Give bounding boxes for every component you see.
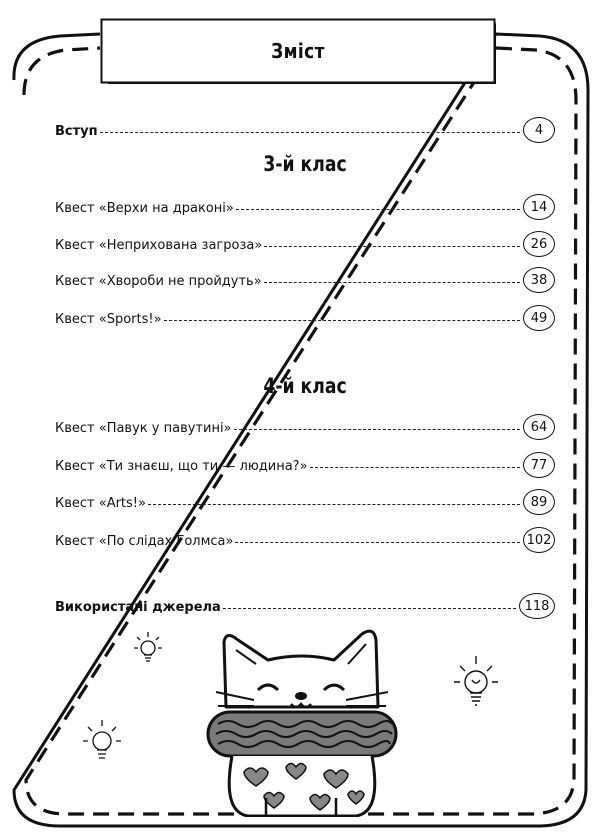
toc-entry-label: Використані джерела	[55, 600, 221, 615]
dotted-leader	[264, 246, 520, 247]
page-number-badge: 49	[523, 305, 555, 331]
page-number-badge: 38	[523, 267, 555, 293]
dotted-leader	[236, 209, 520, 210]
cat-illustration	[196, 612, 408, 817]
toc-entry-label: Квест «Павук у павутині»	[55, 421, 232, 436]
toc-entry-label: Квест «Sports!»	[55, 312, 162, 327]
section-heading-grade-4: 4-й клас	[263, 374, 347, 398]
toc-entry[interactable]	[55, 523, 555, 553]
lightbulb-icon	[448, 650, 504, 720]
dotted-leader	[164, 320, 520, 321]
dotted-leader	[148, 504, 520, 505]
toc-entry[interactable]	[55, 485, 555, 515]
page-number-badge: 4	[523, 117, 555, 143]
dotted-leader	[310, 467, 520, 468]
lightbulb-icon	[78, 715, 126, 769]
toc-entry[interactable]	[55, 448, 555, 478]
toc-entry-label: Квест «Неприхована загроза»	[55, 238, 263, 253]
dotted-leader	[264, 282, 520, 283]
toc-entry[interactable]	[55, 227, 555, 257]
dotted-leader	[234, 429, 520, 430]
toc-entry[interactable]	[55, 190, 555, 220]
toc-entry[interactable]	[55, 410, 555, 440]
page-number-badge: 26	[523, 231, 555, 257]
page-number-badge: 64	[523, 414, 555, 440]
dotted-leader	[223, 608, 516, 609]
toc-entry-intro[interactable]	[55, 113, 555, 143]
section-heading-grade-3: 3-й клас	[263, 152, 347, 176]
toc-entry-label: Квест «Ти знаєш, що ти — людина?»	[55, 459, 308, 474]
page-number-badge: 77	[523, 452, 555, 478]
toc-entry-label: Квест «Верхи на драконі»	[55, 201, 234, 216]
page-number-badge: 14	[523, 194, 555, 220]
toc-entry-label: Вступ	[55, 124, 98, 139]
dotted-leader	[100, 132, 520, 133]
page-number-badge: 102	[523, 527, 555, 553]
toc-entry[interactable]	[55, 263, 555, 293]
toc-entry-label: Квест «Хвороби не пройдуть»	[55, 274, 262, 289]
page-title: Зміст	[271, 39, 325, 63]
toc-entry-label: Квест «По слідах Голмса»	[55, 534, 234, 549]
lightbulb-icon	[126, 628, 170, 672]
page-number-badge: 89	[523, 489, 555, 515]
dotted-leader	[235, 542, 520, 543]
toc-entry-label: Квест «Arts!»	[55, 496, 146, 511]
toc-entry[interactable]	[55, 301, 555, 331]
page-number-badge: 118	[519, 593, 555, 619]
